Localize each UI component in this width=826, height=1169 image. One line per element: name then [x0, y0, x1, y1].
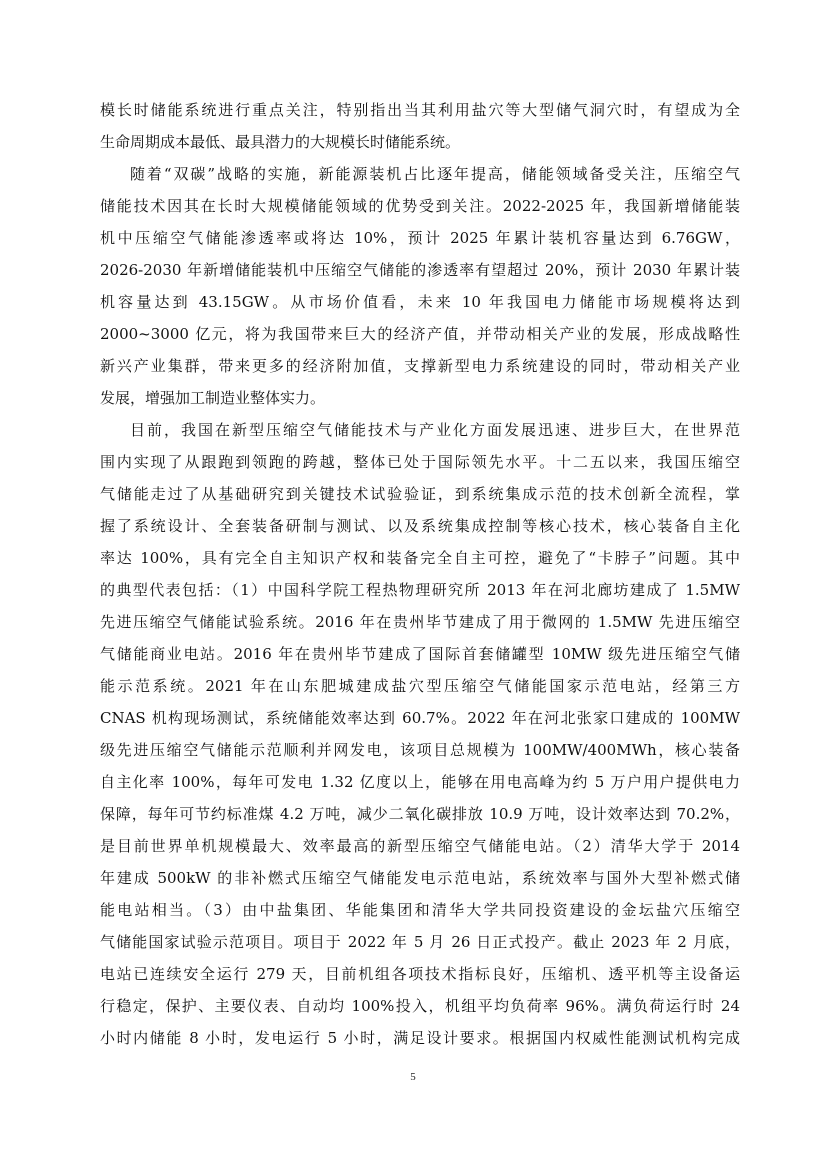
text-line: 是目前世界单机规模最大、效率最高的新型压缩空气储能电站。（2）清华大学于 2014 — [100, 837, 740, 855]
text-line: CNAS 机构现场测试，系统储能效率达到 60.7%。2022 年在河北张家口建成的 100MW — [100, 709, 740, 727]
text-line: 自主化率 100%，每年可发电 1.32 亿度以上，能够在用电高峰为约 5 万户用户提供电力 — [100, 773, 740, 791]
text-line: 小时内储能 8 小时，发电运行 5 小时，满足设计要求。根据国内权威性能测试机构完成 — [100, 1029, 740, 1047]
text-line: 气储能商业电站。2016 年在贵州毕节建成了国际首套储罐型 10MW 级先进压缩空气储 — [100, 645, 740, 663]
text-line: 能示范系统。2021 年在山东肥城建成盐穴型压缩空气储能国家示范电站，经第三方 — [100, 677, 740, 695]
text-line: 能电站相当。（3）由中盐集团、华能集团和清华大学共同投资建设的金坛盐穴压缩空 — [100, 901, 740, 919]
text-line: 2026-2030 年新增储能装机中压缩空气储能的渗透率有望超过 20%，预计 2030 年累计装 — [100, 261, 740, 279]
text-line: 的典型代表包括：（1）中国科学院工程热物理研究所 2013 年在河北廊坊建成了 1.5MW — [100, 581, 740, 599]
text-line: 新兴产业集群，带来更多的经济附加值，支撑新型电力系统建设的同时，带动相关产业 — [100, 357, 740, 375]
text-line: 围内实现了从跟跑到领跑的跨越，整体已处于国际领先水平。十二五以来，我国压缩空 — [100, 453, 740, 471]
text-line: 年建成 500kW 的非补燃式压缩空气储能发电示范电站，系统效率与国外大型补燃式储 — [100, 869, 740, 887]
paragraph-first-line: 随着“双碳”战略的实施，新能源装机占比逐年提高，储能领域备受关注，压缩空气 — [130, 165, 740, 183]
body-text — [100, 94, 740, 1054]
text-line: 2000~3000 亿元，将为我国带来巨大的经济产值，并带动相关产业的发展，形成战略性 — [100, 325, 740, 343]
text-line: 先进压缩空气储能试验系统。2016 年在贵州毕节建成了用于微网的 1.5MW 先进压缩空 — [100, 613, 740, 631]
page-number: 5 — [410, 1071, 416, 1083]
text-line: 级先进压缩空气储能示范顺利并网发电，该项目总规模为 100MW/400MWh，核心装备 — [100, 741, 740, 759]
text-line: 行稳定，保护、主要仪表、自动均 100%投入，机组平均负荷率 96%。满负荷运行时 24 — [100, 997, 740, 1015]
text-line: 机容量达到 43.15GW。从市场价值看，未来 10 年我国电力储能市场规模将达到 — [100, 293, 740, 311]
text-line: 模长时储能系统进行重点关注，特别指出当其利用盐穴等大型储气洞穴时，有望成为全 — [100, 101, 740, 119]
text-line: 生命周期成本最低、最具潜力的大规模长时储能系统。 — [100, 133, 461, 151]
text-line: 保障，每年可节约标准煤 4.2 万吨，减少二氧化碳排放 10.9 万吨，设计效率达到 70.2%， — [100, 805, 740, 823]
text-line: 机中压缩空气储能渗透率或将达 10%，预计 2025 年累计装机容量达到 6.76GW， — [100, 229, 740, 247]
text-line: 电站已连续安全运行 279 天，目前机组各项技术指标良好，压缩机、透平机等主设备运 — [100, 965, 740, 983]
text-line: 发展，增强加工制造业整体实力。 — [100, 389, 326, 407]
text-line: 率达 100%，具有完全自主知识产权和装备完全自主可控，避免了“卡脖子”问题。其中 — [100, 549, 740, 567]
text-line: 储能技术因其在长时大规模储能领域的优势受到关注。2022-2025 年，我国新增储能装 — [100, 197, 740, 215]
text-line: 气储能国家试验示范项目。项目于 2022 年 5 月 26 日正式投产。截止 2023 年 2 月底， — [100, 933, 740, 951]
text-line: 握了系统设计、全套装备研制与测试、以及系统集成控制等核心技术，核心装备自主化 — [100, 517, 740, 535]
paragraph-first-line: 目前，我国在新型压缩空气储能技术与产业化方面发展迅速、进步巨大，在世界范 — [130, 421, 740, 439]
text-line: 气储能走过了从基础研究到关键技术试验验证，到系统集成示范的技术创新全流程，掌 — [100, 485, 740, 503]
